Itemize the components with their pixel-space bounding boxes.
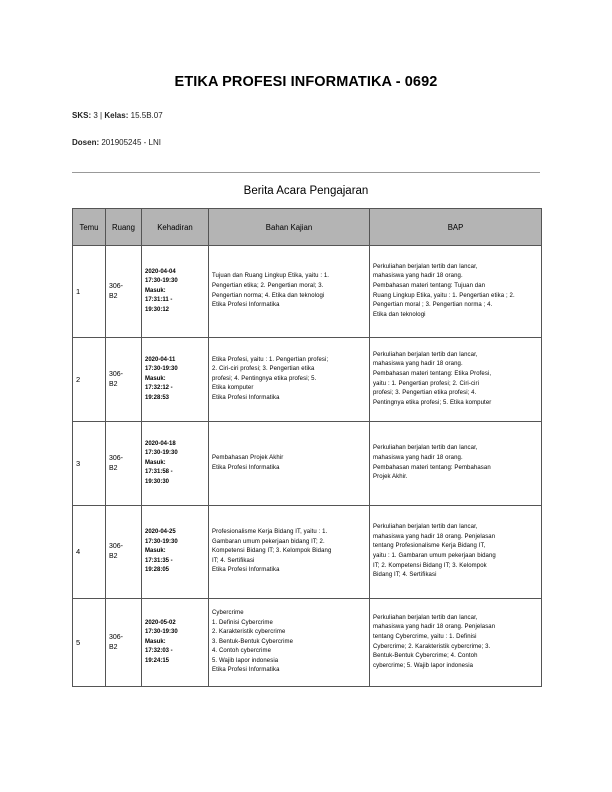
kehadiran-line: 17:31:11 - bbox=[145, 297, 173, 304]
kehadiran-line: 17:30-19:30 bbox=[145, 450, 178, 457]
bahan-line: Etika Profesi Informatika bbox=[212, 394, 280, 401]
kehadiran-line: Masuk: bbox=[145, 638, 166, 645]
sks-label: SKS bbox=[72, 111, 89, 120]
kehadiran-line: Masuk: bbox=[145, 548, 166, 555]
bahan-line: Etika Profesi Informatika bbox=[212, 302, 280, 309]
bahan-line: 3. Bentuk-Bentuk Cybercrime bbox=[212, 638, 294, 645]
divider bbox=[72, 172, 540, 173]
cell-bap bbox=[370, 422, 542, 506]
dosen-value: 201905245 - LNI bbox=[101, 138, 161, 147]
cell-kehadiran bbox=[142, 246, 209, 338]
kehadiran-line: 19:28:05 bbox=[145, 567, 170, 574]
bap-line: mahasiswa yang hadir 18 orang. bbox=[373, 361, 463, 368]
bap-line: Bentuk-Bentuk Cybercrime; 4. Contoh bbox=[373, 653, 478, 660]
ruang-line: B2 bbox=[109, 292, 118, 300]
kehadiran-line: 2020-04-25 bbox=[145, 529, 176, 536]
bahan-line: Gambaran umum pekerjaan bidang IT; 2. bbox=[212, 538, 325, 545]
bap-line: tentang Cybercrime, yaitu : 1. Definisi bbox=[373, 633, 477, 640]
ruang-line: B2 bbox=[109, 553, 118, 560]
bap-line: yaitu : 1. Pengertian profesi; 2. Ciri-ciri bbox=[373, 380, 480, 387]
bahan-line: Etika Profesi Informatika bbox=[212, 567, 280, 574]
cell-bahan-kajian bbox=[209, 246, 370, 338]
cell-temu: 1 bbox=[73, 246, 106, 338]
bap-line: Cybercrime; 2. Karakteristik cybercrime; 3. bbox=[373, 643, 491, 650]
cell-ruang bbox=[106, 599, 142, 687]
sks-value: 3 bbox=[93, 111, 98, 120]
bap-line: Perkuliahan berjalan tertib dan lancar, bbox=[373, 614, 478, 621]
bap-line: Pentingnya etika profesi; 5. Etika komputer bbox=[373, 399, 492, 406]
cell-temu: 2 bbox=[73, 338, 106, 422]
bahan-line: Pengertian norma; 4. Etika dan teknologi bbox=[212, 292, 325, 299]
bahan-line: 2. Karakteristik cybercrime bbox=[212, 629, 286, 636]
ruang-line: 306- bbox=[109, 633, 124, 641]
bahan-line: 4. Contoh cybercrime bbox=[212, 648, 272, 655]
bahan-line: 5. Wajib lapor indonesia bbox=[212, 657, 279, 664]
kehadiran-line: 17:31:58 - bbox=[145, 469, 173, 476]
bahan-line: 1. Definisi Cybercrime bbox=[212, 619, 273, 626]
bap-line: yaitu : 1. Gambaran umum pekerjaan bidang bbox=[373, 553, 496, 559]
table-row bbox=[73, 506, 542, 599]
cell-ruang bbox=[106, 338, 142, 422]
header-kehadiran: Kehadiran bbox=[142, 209, 209, 246]
kehadiran-line: 19:28:53 bbox=[145, 394, 170, 401]
bap-line: Pengertian moral ; 3. Pengertian norma ; 4. bbox=[373, 302, 493, 309]
cell-ruang bbox=[106, 506, 142, 599]
kehadiran-line: 17:30-19:30 bbox=[145, 538, 178, 545]
cell-kehadiran bbox=[142, 422, 209, 506]
table-row bbox=[73, 246, 542, 338]
kehadiran-line: 17:30-19:30 bbox=[145, 629, 178, 636]
bap-line: tentang Profesionalisme Kerja Bidang IT, bbox=[373, 543, 486, 550]
bahan-line: Tujuan dan Ruang Lingkup Etika, yaitu : 1. bbox=[212, 273, 330, 280]
bahan-line: Etika Profesi Informatika bbox=[212, 667, 280, 674]
kehadiran-line: 17:30-19:30 bbox=[145, 278, 178, 285]
cell-bahan-kajian bbox=[209, 338, 370, 422]
bap-line: Pembahasan materi tentang: Etika Profesi, bbox=[373, 370, 492, 377]
cell-temu: 5 bbox=[73, 599, 106, 687]
bap-line: Etika dan teknologi bbox=[373, 311, 426, 318]
kehadiran-line: 19:30:30 bbox=[145, 478, 170, 485]
ruang-line: 306- bbox=[109, 454, 124, 462]
ruang-line: 306- bbox=[109, 543, 124, 551]
bap-line: Perkuliahan berjalan tertib dan lancar, bbox=[373, 524, 478, 531]
cell-ruang bbox=[106, 422, 142, 506]
cell-bahan-kajian bbox=[209, 422, 370, 506]
bahan-line: Pengertian etika; 2. Pengertian moral; 3. bbox=[212, 282, 324, 289]
cell-temu: 3 bbox=[73, 422, 106, 506]
bap-line: Bidang IT; 4. Sertifikasi bbox=[373, 572, 437, 579]
kehadiran-line: 19:30:12 bbox=[145, 306, 170, 313]
bap-line: Pembahasan materi tentang: Tujuan dan bbox=[373, 282, 486, 289]
bap-line: Ruang Lingkup Etika, yaitu : 1. Pengertian etika ; 2. bbox=[373, 292, 515, 299]
cell-bahan-kajian bbox=[209, 506, 370, 599]
header-ruang: Ruang bbox=[106, 209, 142, 246]
kehadiran-line: Masuk: bbox=[145, 287, 166, 294]
bap-line: Perkuliahan berjalan tertib dan lancar, bbox=[373, 263, 478, 270]
bap-line: Projek Akhir. bbox=[373, 474, 408, 481]
bahan-line: profesi; 4. Pentingnya etika profesi; 5. bbox=[212, 375, 317, 382]
bap-line: Pembahasan materi tentang: Pembahasan bbox=[373, 464, 491, 471]
table-header-row bbox=[73, 209, 542, 246]
header-temu: Temu bbox=[73, 209, 106, 246]
table-row bbox=[73, 599, 542, 687]
kehadiran-line: 2020-05-02 bbox=[145, 619, 176, 626]
ruang-line: B2 bbox=[109, 380, 118, 388]
cell-bap bbox=[370, 506, 542, 599]
bahan-line: 2. Ciri-ciri profesi; 3. Pengertian etika bbox=[212, 366, 315, 373]
kehadiran-line: 17:32:03 - bbox=[145, 648, 173, 655]
bahan-line: Etika komputer bbox=[212, 385, 254, 392]
bahan-line: Kompetensi Bidang IT; 3. Kelompok Bidang bbox=[212, 548, 332, 555]
kehadiran-line: Masuk: bbox=[145, 375, 166, 382]
sks-kelas-line: SKS: 3 | Kelas: 15.5B.07 bbox=[72, 111, 163, 120]
course-title: ETIKA PROFESI INFORMATIKA - 0692 bbox=[174, 74, 438, 90]
cell-ruang bbox=[106, 246, 142, 338]
table-row bbox=[73, 422, 542, 506]
bap-table bbox=[72, 208, 542, 687]
cell-kehadiran bbox=[142, 506, 209, 599]
bap-line: mahasiswa yang hadir 18 orang. Penjelasan bbox=[373, 624, 496, 631]
bahan-line: Etika Profesi Informatika bbox=[212, 464, 280, 471]
kehadiran-line: 2020-04-11 bbox=[145, 356, 176, 363]
dosen-line: Dosen: 201905245 - LNI bbox=[72, 138, 161, 147]
bap-line: mahasiswa yang hadir 18 orang. bbox=[373, 273, 463, 280]
dosen-label: Dosen bbox=[72, 138, 97, 147]
ruang-line: 306- bbox=[109, 282, 124, 290]
cell-bap bbox=[370, 338, 542, 422]
bap-line: Perkuliahan berjalan tertib dan lancar, bbox=[373, 351, 478, 358]
bap-line: Perkuliahan berjalan tertib dan lancar, bbox=[373, 445, 478, 452]
table-row bbox=[73, 338, 542, 422]
kehadiran-line: 19:24:15 bbox=[145, 657, 170, 664]
cell-kehadiran bbox=[142, 338, 209, 422]
kelas-value: 15.5B.07 bbox=[130, 111, 163, 120]
bahan-line: Cybercrime bbox=[212, 609, 244, 616]
cell-kehadiran bbox=[142, 599, 209, 687]
bap-line: IT; 2. Kompetensi Bidang IT; 3. Kelompok bbox=[373, 562, 487, 569]
kehadiran-line: 2020-04-04 bbox=[145, 268, 176, 275]
kehadiran-line: 17:32:12 - bbox=[145, 385, 173, 392]
bahan-line: IT; 4. Sertifikasi bbox=[212, 557, 255, 564]
kehadiran-line: 17:31:35 - bbox=[145, 557, 173, 564]
bahan-line: Profesionalisme Kerja Bidang IT, yaitu : 1. bbox=[212, 529, 328, 536]
bahan-line: Pembahasan Projek Akhir bbox=[212, 454, 284, 461]
ruang-line: B2 bbox=[109, 464, 118, 472]
bap-line: mahasiswa yang hadir 18 orang. Penjelasan bbox=[373, 533, 496, 540]
cell-bap bbox=[370, 599, 542, 687]
kehadiran-line: 17:30-19:30 bbox=[145, 366, 178, 373]
bap-line: profesi; 3. Pengertian etika profesi; 4. bbox=[373, 390, 477, 397]
ruang-line: 306- bbox=[109, 370, 124, 378]
section-title: Berita Acara Pengajaran bbox=[243, 185, 369, 197]
cell-temu: 4 bbox=[73, 506, 106, 599]
kehadiran-line: 2020-04-18 bbox=[145, 440, 176, 447]
cell-bap bbox=[370, 246, 542, 338]
kelas-label: Kelas bbox=[104, 111, 126, 120]
cell-bahan-kajian bbox=[209, 599, 370, 687]
bap-line: cybercrime; 5. Wajib lapor indonesia bbox=[373, 662, 474, 669]
header-bahan-kajian: Bahan Kajian bbox=[209, 209, 370, 246]
ruang-line: B2 bbox=[109, 643, 118, 651]
kehadiran-line: Masuk: bbox=[145, 459, 166, 466]
bap-line: mahasiswa yang hadir 18 orang. bbox=[373, 454, 463, 461]
header-bap: BAP bbox=[370, 209, 542, 246]
bahan-line: Etika Profesi, yaitu : 1. Pengertian profesi; bbox=[212, 356, 329, 363]
